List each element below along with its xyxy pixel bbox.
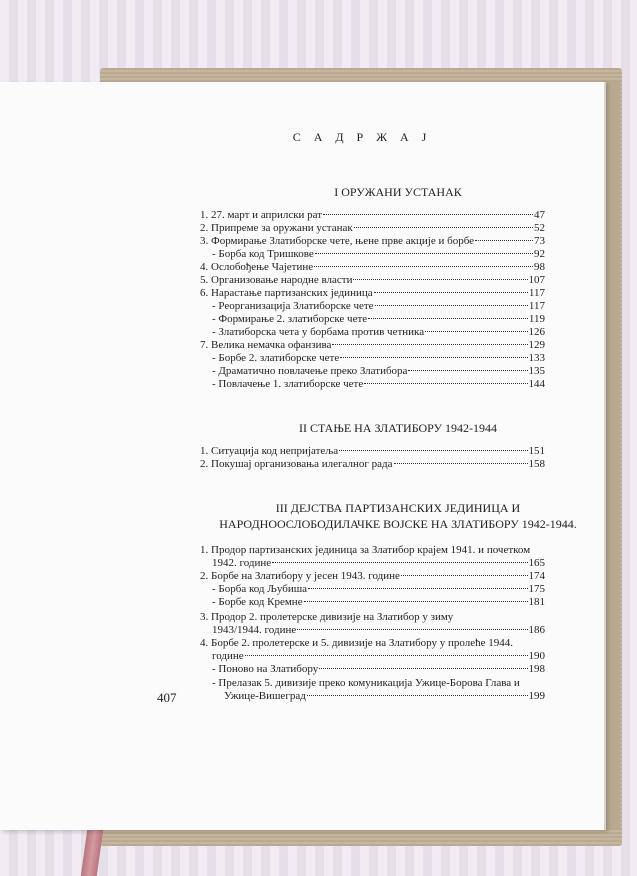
toc-entry: Ужице-Вишеград 199 xyxy=(224,690,545,702)
toc-entry-line1: 3. Продор 2. пролетерске дивизије на Златибор у зиму xyxy=(200,611,454,623)
toc-entry: 2. Борбе на Златибору у јесен 1943. године 174 xyxy=(200,570,545,582)
toc-entry: 4. Ослобођење Чајетине 98 xyxy=(200,261,545,273)
toc-entry: - Реорганизација Златиборске чете 117 xyxy=(212,300,545,312)
toc-entry: - Борба код Тришкове 92 xyxy=(212,248,545,260)
toc-entry: 1. Ситуација код непријатеља 151 xyxy=(200,445,545,457)
toc-entry: 5. Организовање народне власти 107 xyxy=(200,274,545,286)
toc-entry: године 190 xyxy=(212,650,545,662)
section-3-heading-line2: НАРОДНООСЛОБОДИЛАЧКЕ ВОЈСКЕ НА ЗЛАТИБОРУ 1942-1944. xyxy=(219,517,577,531)
toc-entry: 1943/1944. године 186 xyxy=(212,624,545,636)
book-page xyxy=(0,82,606,830)
toc-entry: - Драматично повлачење преко Златибора 135 xyxy=(212,365,545,377)
section-2-heading: II СТАЊЕ НА ЗЛАТИБОРУ 1942-1944 xyxy=(298,421,498,435)
toc-entry: 2. Покушај организовања илегалног рада 158 xyxy=(200,458,545,470)
toc-entry: - Борбе код Кремне 181 xyxy=(212,596,545,608)
toc-entry: - Борба код Љубиша 175 xyxy=(212,583,545,595)
page-number: 407 xyxy=(157,690,177,705)
toc-entry-line1: 4. Борбе 2. пролетерске и 5. дивизије на Златибору у пролеће 1944. xyxy=(200,637,514,649)
section-1-heading: I ОРУЖАНИ УСТАНАК xyxy=(334,185,462,199)
toc-entry-line1: 1. Продор партизанских јединица за Златибор крајем 1941. и почетком xyxy=(200,544,531,556)
table-of-contents xyxy=(0,82,604,830)
toc-entry: 2. Припреме за оружани устанак 52 xyxy=(200,222,545,234)
toc-entry: - Поново на Златибору 198 xyxy=(212,663,545,675)
page-title: С А Д Р Ж А Ј xyxy=(292,130,432,144)
toc-entry: - Борбе 2. златиборске чете 133 xyxy=(212,352,545,364)
toc-entry: 1942. године 165 xyxy=(212,557,545,569)
section-3-heading-line1: III ДЕЈСТВА ПАРТИЗАНСКИХ ЈЕДИНИЦА И xyxy=(275,501,521,515)
toc-entry: 6. Нарастање партизанских јединица 117 xyxy=(200,287,545,299)
toc-entry: 1. 27. март и априлски рат 47 xyxy=(200,209,545,221)
toc-entry: 7. Велика немачка офанзива 129 xyxy=(200,339,545,351)
toc-entry: - Повлачење 1. златиборске чете 144 xyxy=(212,378,545,390)
toc-entry: - Златиборска чета у борбама против четника 126 xyxy=(212,326,545,338)
toc-entry: 3. Формирање Златиборске чете, њене прве акције и борбе 73 xyxy=(200,235,545,247)
toc-entry: - Формирање 2. златиборске чете 119 xyxy=(212,313,545,325)
toc-entry-line1: - Прелазак 5. дивизије преко комуникација Ужице-Борова Глава и xyxy=(212,677,520,689)
